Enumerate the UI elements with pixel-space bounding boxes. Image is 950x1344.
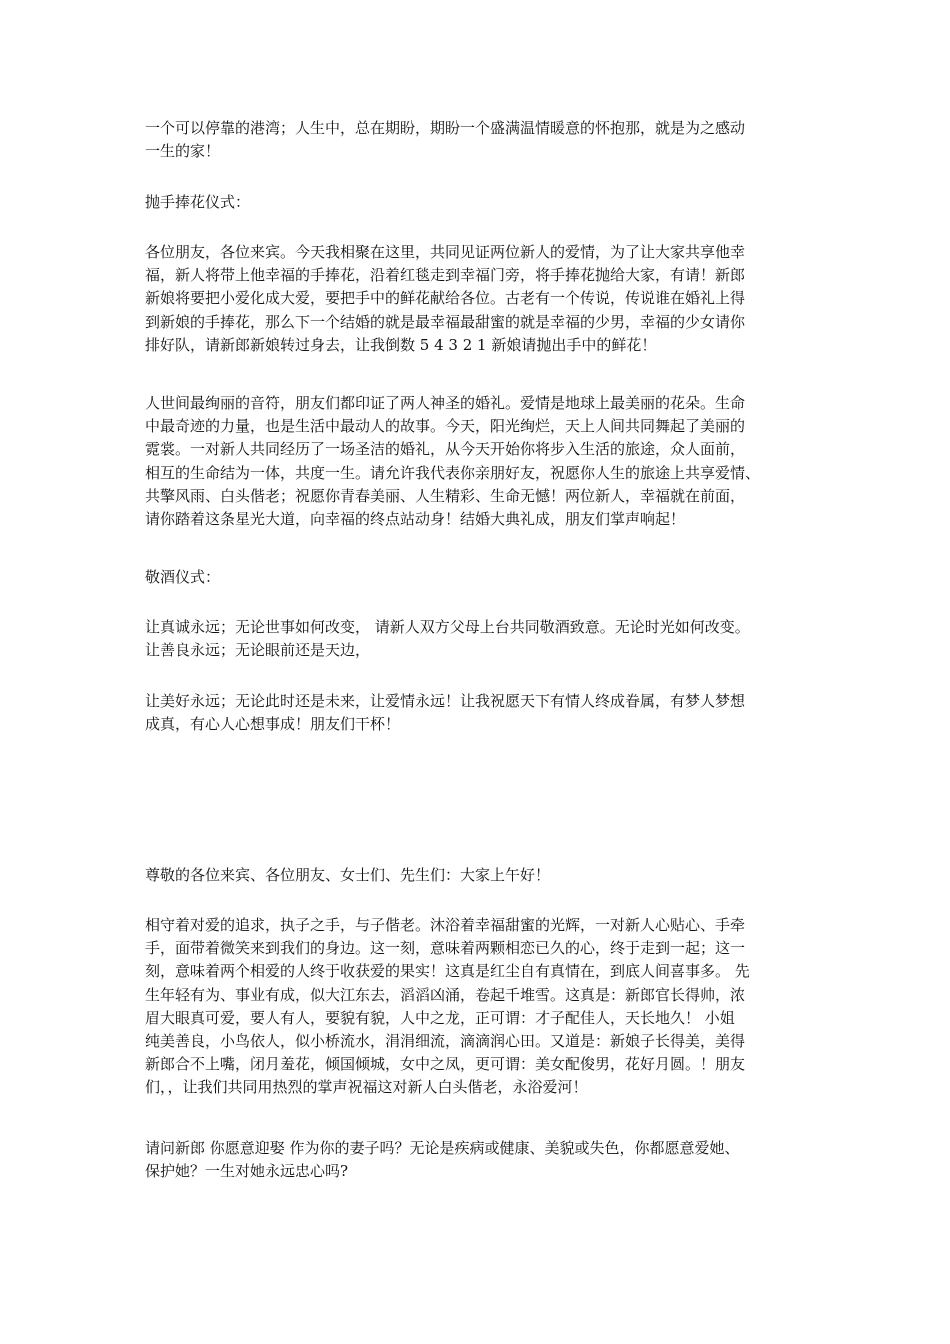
bouquet-toss-paragraph: 各位朋友，各位来宾。今天我相聚在这里，共同见证两位新人的爱情，为了让大家共享他幸 福，新人将带上他幸福的手捧花，沿着红毯走到幸福门旁，将手捧花抛给大家，有请！新郎 新娘将要把小爱化成大爱，要把手中的鲜花献给各位。古老有一个传说，传说谁在婚礼上得 到新娘的手捧花，那么下一个结婚的就是最幸福最甜蜜的就是幸福的少男，幸福的少女请你 排好队，请新郎新娘转过身去，让我倒数 5 4 3 2 1 新娘请抛出手中的鲜花！ (145, 243, 746, 354)
greeting-line: 尊敬的各位来宾、各位朋友、女士们、先生们：大家上午好！ (145, 866, 551, 884)
blessing-paragraph: 人世间最绚丽的音符，朋友们都印证了两人神圣的婚礼。爱情是地球上最美丽的花朵。生命 中最奇迹的力量，也是生活中最动人的故事。今天，阳光绚烂，天上人间共同舞起了美丽的 霓裳。一对新人共同经历了一场圣洁的婚礼，从今天开始你将步入生活的旅途，众人面前， 相互的生命结为一体，共度一生。请允许我代表你亲朋好友，祝愿你人生的旅途上共享爱情、 共擎风雨、白头偕老；祝愿你青春美丽、人生精彩、生命无憾！两位新人，幸福就在前面， 请你踏着这条星光大道，向幸福的终点站动身！结婚大典礼成，朋友们掌声响起！ (145, 394, 761, 529)
toast-ceremony-heading: 敬酒仪式： (145, 568, 221, 586)
couple-praise-paragraph: 相守着对爱的追求，执子之手，与子偕老。沐浴着幸福甜蜜的光辉，一对新人心贴心、手牵 手，面带着微笑来到我们的身边。这一刻，意味着两颗相恋已久的心，终于走到一起；这一 刻，意味着两个相爱的人终于收获爱的果实！这真是红尘自有真情在，到底人间喜事多。 先 生年轻有为、事业有成，似大江东去，滔滔凶涌，卷起千堆雪。这真是：新郎官长得帅，浓 眉大眼真可爱，要人有人，要貌有貌，人中之龙，正可谓：才子配佳人，天长地久！ 小姐 纯美善良，小鸟依人，似小桥流水，涓涓细流，滴滴润心田。又道是：新娘子长得美，美得 新郎合不上嘴，闭月羞花，倾国倾城，女中之凤，更可谓：美女配俊男，花好月圆。！朋友 们，，让我们共同用热烈的掌声祝福这对新人白头偕老，永浴爱河！ (145, 916, 750, 1097)
cheers-paragraph: 让美好永远；无论此时还是未来，让爱情永远！让我祝愿天下有情人终成眷属，有梦人梦想 成真，有心人心想事成！朋友们干杯！ (145, 692, 746, 734)
vow-question-paragraph: 请问新郎 你愿意迎娶 作为你的妻子吗？无论是疾病或健康、美貌或失色，你都愿意爱她、 保护她？一生对她永远忠心吗? (145, 1139, 740, 1181)
intro-paragraph: 一个可以停靠的港湾；人生中，总在期盼，期盼一个盛满温情暖意的怀抱那，就是为之感动 一生的家！ (145, 119, 746, 161)
toast-paragraph: 让真诚永远；无论世事如何改变， 请新人双方父母上台共同敬酒致意。无论时光如何改变。 让善良永远；无论眼前还是天边， (145, 618, 750, 660)
bouquet-ceremony-heading: 抛手捧花仪式： (145, 193, 251, 211)
